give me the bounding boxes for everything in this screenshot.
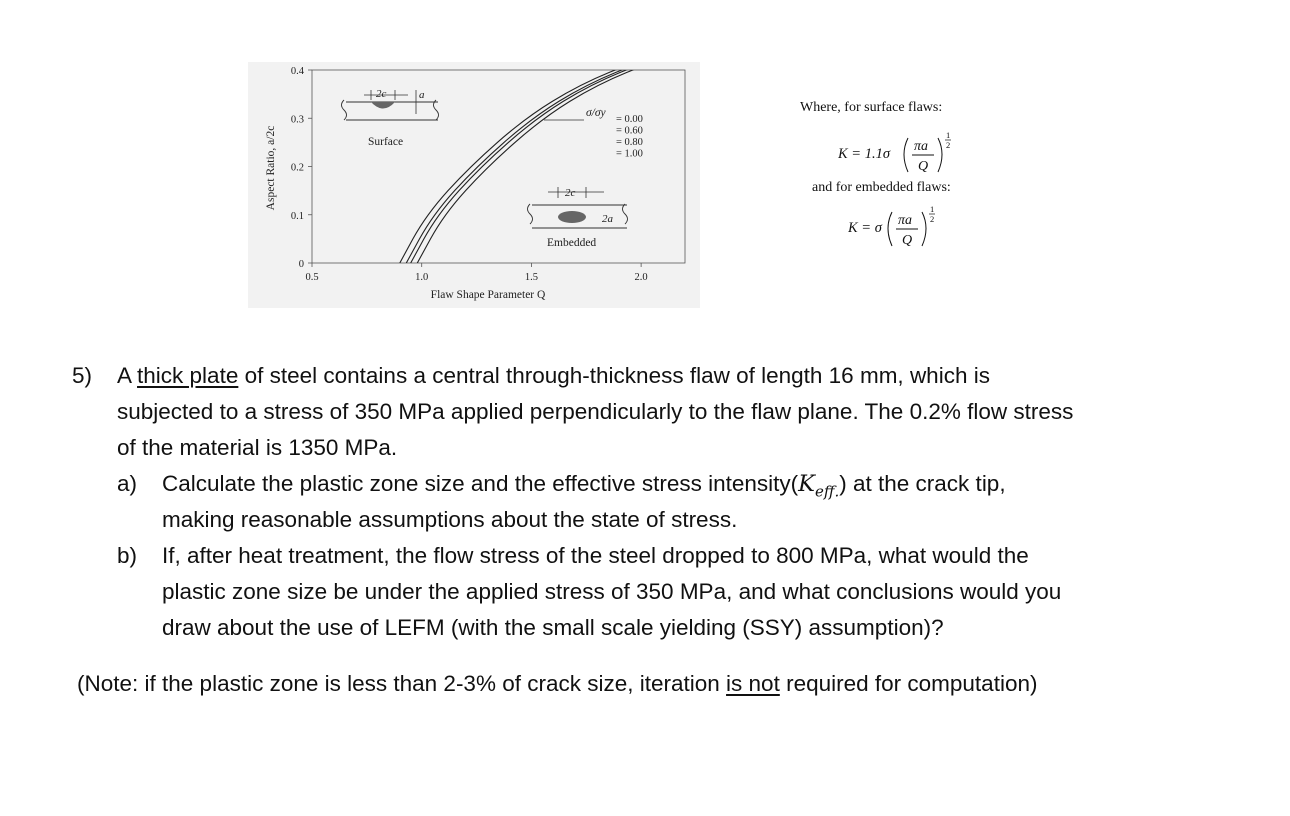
formula-panel [790, 96, 980, 266]
part-a-label: a) [117, 471, 138, 496]
embedded-formula-intro: and for embedded flaws: [812, 180, 951, 195]
x-tick-label: 1.5 [524, 272, 538, 283]
surface-crack-shape [371, 102, 395, 109]
x-tick-label: 1.0 [415, 272, 429, 283]
legend-item: = 0.80 [616, 137, 643, 148]
surface-right-paren [938, 138, 942, 172]
embedded-formula [848, 202, 958, 258]
y-tick-label: 0.3 [290, 114, 304, 126]
surface-numerator: πa [914, 139, 929, 154]
embedded-right-break [623, 204, 628, 224]
part-b-line3: draw about the use of LEFM (with the small scale yielding (SSY) assumption)? [162, 615, 944, 640]
embedded-numerator: πa [898, 213, 913, 228]
intro-text-a: A [117, 363, 138, 388]
x-axis [305, 263, 647, 283]
problem-intro-line2: subjected to a stress of 350 MPa applied perpendicularly to the flaw plane. The 0.2% flow stress [117, 399, 1074, 424]
series-line [417, 62, 656, 263]
embedded-formula-lhs: K = σ [848, 220, 882, 236]
y-axis [291, 66, 312, 270]
keff-symbol [798, 471, 840, 501]
x-axis-label: Flaw Shape Parameter Q [430, 289, 546, 301]
legend-items [616, 114, 643, 160]
legend-header: σ/σy [586, 107, 606, 119]
embedded-exp-num: 1 [930, 204, 935, 214]
note-text-a: (Note: if the plastic zone is less than 2-3% of crack size, iteration [77, 671, 727, 696]
surface-flaw-diagram [342, 88, 439, 148]
y-axis-label: Aspect Ratio, a/2c [265, 125, 277, 211]
embedded-right-paren [922, 212, 926, 246]
surface-right-break [434, 100, 439, 120]
embedded-width-label: 2c [565, 187, 576, 199]
problem-number: 5) [72, 363, 93, 388]
series-line [411, 62, 650, 263]
q-chart-figure [248, 62, 700, 308]
part-b-line1: If, after heat treatment, the flow stress of the steel dropped to 800 MPa, what would the [162, 543, 1029, 568]
surface-depth-label: a [419, 89, 425, 101]
legend-item: = 0.00 [616, 114, 643, 125]
keff-subscript: eff. [814, 482, 840, 501]
plot-frame [312, 70, 685, 263]
part-a-text-end: ) at the crack tip, [839, 471, 1006, 496]
problem-intro-line1 [117, 358, 990, 394]
embedded-denominator: Q [902, 233, 913, 248]
y-tick-label: 0.2 [290, 162, 304, 174]
x-tick-label: 0.5 [305, 272, 319, 283]
legend-item: = 0.60 [616, 125, 643, 137]
series-line [400, 62, 639, 263]
embedded-left-paren [888, 212, 892, 246]
series-line [406, 62, 645, 263]
surface-left-paren [904, 138, 908, 172]
embedded-crack-shape [558, 211, 586, 223]
series-lines [400, 62, 657, 263]
part-b-line2: plastic zone size be under the applied stress of 350 MPa, and what conclusions would you [162, 579, 1062, 604]
embedded-label: Embedded [547, 237, 597, 249]
embedded-left-break [528, 204, 533, 224]
part-a-line2: making reasonable assumptions about the state of stress. [162, 507, 738, 532]
surface-formula-intro: Where, for surface flaws: [800, 100, 943, 115]
surface-denominator: Q [918, 159, 929, 174]
surface-exp-num: 1 [946, 130, 951, 140]
part-a-text: Calculate the plastic zone size and the effective stress intensity( [162, 471, 799, 496]
y-tick-label: 0.4 [290, 66, 304, 77]
surface-left-break [342, 100, 347, 120]
thick-plate-underlined: thick plate [137, 363, 239, 388]
embedded-flaw-diagram [528, 187, 628, 249]
surface-label: Surface [368, 136, 404, 148]
note-text-b: required for computation) [779, 671, 1038, 696]
surface-formula [838, 128, 968, 180]
y-tick-label: 0.1 [290, 210, 304, 222]
part-b-label: b) [117, 543, 138, 568]
is-not-underlined: is not [726, 671, 780, 696]
x-tick-label: 2.0 [634, 272, 648, 283]
surface-width-label: 2c [376, 88, 387, 100]
intro-text-b: of steel contains a central through-thickness flaw of length 16 mm, which is [238, 363, 990, 388]
note [77, 666, 1037, 702]
y-tick-label: 0 [298, 259, 304, 270]
surface-formula-lhs: K = 1.1σ [838, 146, 890, 162]
surface-exp-den: 2 [946, 140, 951, 150]
embedded-height-label: 2a [602, 213, 613, 225]
legend-item: = 1.00 [616, 148, 643, 160]
legend [544, 107, 643, 160]
embedded-exp-den: 2 [930, 214, 935, 224]
problem-intro-line3: of the material is 1350 MPa. [117, 435, 398, 460]
keff-base: K [798, 471, 815, 497]
q-chart [248, 62, 700, 308]
